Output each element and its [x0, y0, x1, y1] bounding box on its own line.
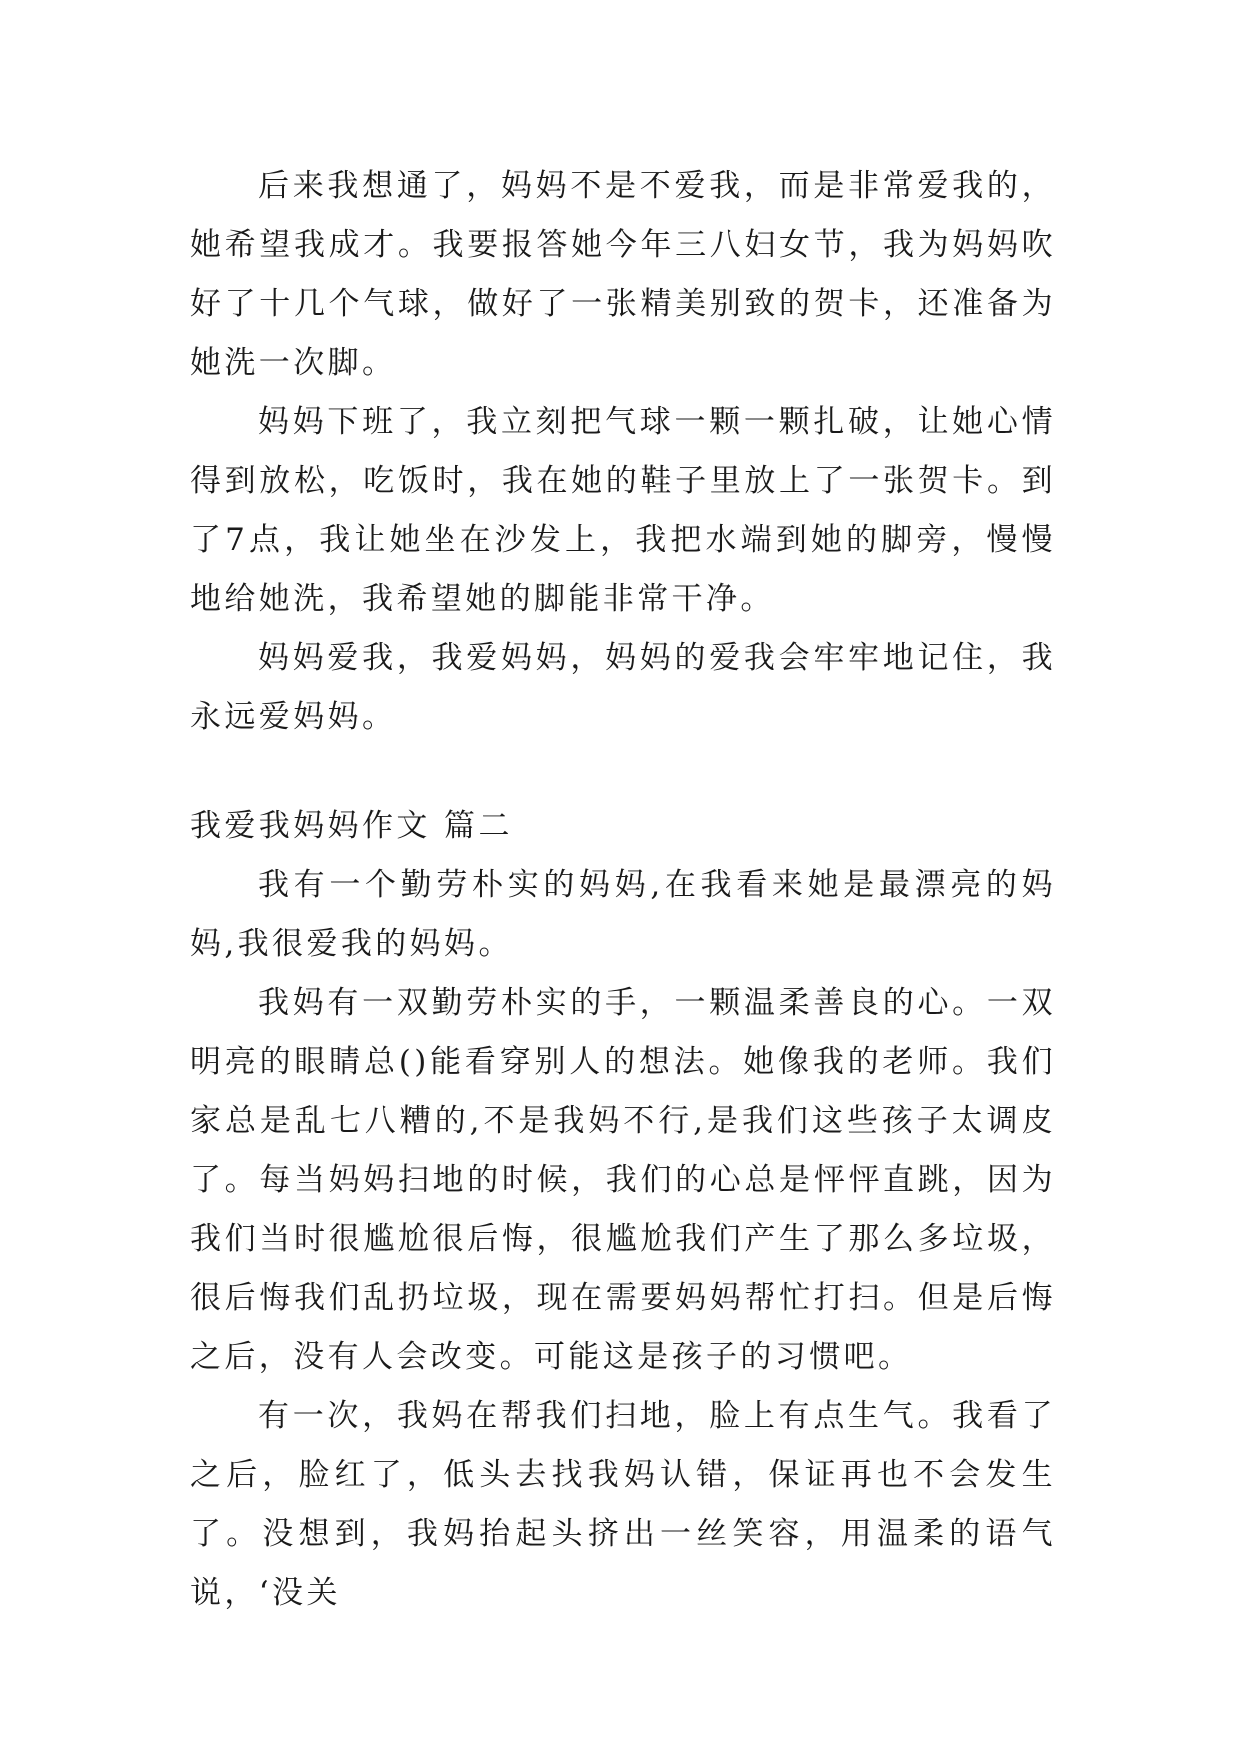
paragraph-1: 后来我想通了，妈妈不是不爱我，而是非常爱我的，她希望我成才。我要报答她今年三八妇女节，我为妈妈吹好了十几个气球，做好了一张精美别致的贺卡，还准备为她洗一次脚。 — [190, 168, 1056, 381]
paragraph-6: 有一次，我妈在帮我们扫地，脸上有点生气。我看了之后，脸红了，低头去找我妈认错，保证再也不会发生了。没想到，我妈抬起头挤出一丝笑容，用温柔的语气说，‘没关 — [190, 1398, 1056, 1611]
paragraph-3: 妈妈爱我，我爱妈妈，妈妈的爱我会牢牢地记住，我永远爱妈妈。 — [190, 640, 1056, 735]
section-heading: 我爱我妈妈作文 篇二 — [190, 808, 513, 844]
paragraph-4: 我有一个勤劳朴实的妈妈,在我看来她是最漂亮的妈妈,我很爱我的妈妈。 — [190, 867, 1056, 962]
document-body — [190, 157, 1056, 1623]
paragraph-2: 妈妈下班了，我立刻把气球一颗一颗扎破，让她心情得到放松，吃饭时，我在她的鞋子里放上了一张贺卡。到了7点，我让她坐在沙发上，我把水端到她的脚旁，慢慢地给她洗，我希望她的脚能非常干净。 — [190, 404, 1056, 617]
paragraph-5: 我妈有一双勤劳朴实的手，一颗温柔善良的心。一双明亮的眼睛总()能看穿别人的想法。她像我的老师。我们家总是乱七八糟的,不是我妈不行,是我们这些孩子太调皮了。每当妈妈扫地的时候，我们的心总是怦怦直跳，因为我们当时很尴尬很后悔，很尴尬我们产生了那么多垃圾，很后悔我们乱扔垃圾，现在需要妈妈帮忙打扫。但是后悔之后，没有人会改变。可能这是孩子的习惯吧。 — [190, 985, 1056, 1375]
